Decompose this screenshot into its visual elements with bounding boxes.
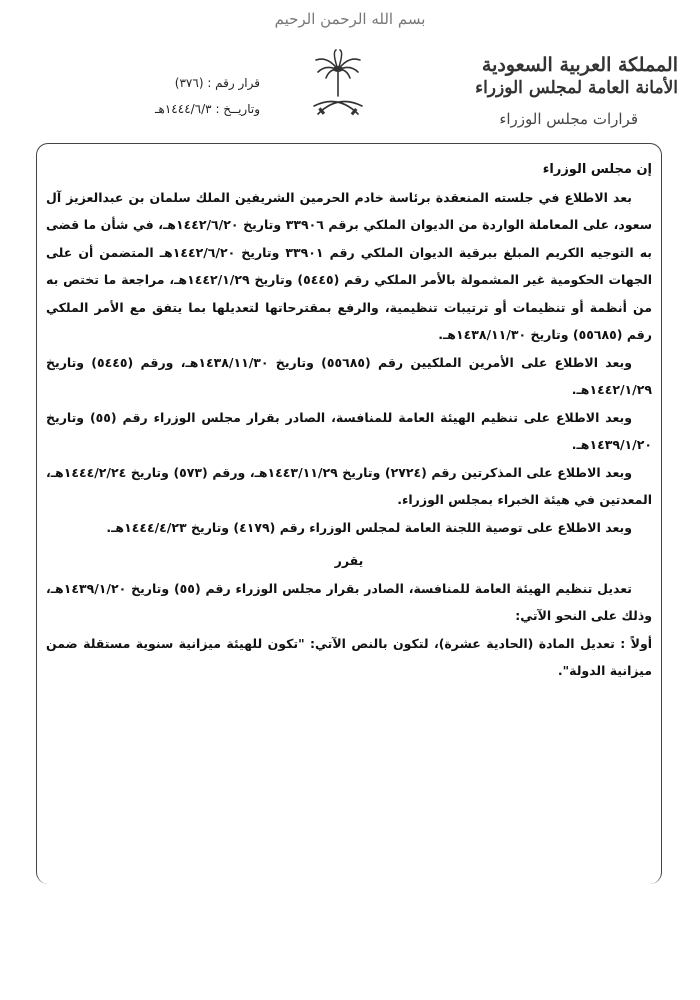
body-title: إن مجلس الوزراء <box>542 162 652 177</box>
decision-date: وتاريــخ : ١٤٤٤/٦/٣هـ <box>155 102 260 116</box>
letterhead <box>463 54 678 130</box>
paragraph-1: بعد الاطلاع في جلسته المنعقدة برئاسة خادم الحرمين الشريفين الملك سلمان بن عبدالعزيز آل سعود، على المعاملة الواردة من الديوان الملكي برقم ٣٣٩٠٦ وتاريخ ١٤٤٢/٦/٢٠هـ، في شأن ما قضى به التوجيه الكريم المبلغ ببرقية الديوان الملكي رقم ٣٣٩٠١ وتاريخ ١٤٤٢/٦/٢٠هـ المتضمن أن على الجهات الحكومية غير المشمولة بالأمر الملكي رقم (٥٤٤٥) وتاريخ ١٤٤٢/١/٢٩هـ، مراجعة ما تختص به من أنظمة أو تنظيمات أو ترتيبات تنظيمية، والرفع بمقترحاتها لتعديلها بما يتفق مع الأمر الملكي رقم (٥٥٦٨٥) وتاريخ ١٤٣٨/١١/٣٠هـ. <box>46 189 653 342</box>
paragraph-2: وبعد الاطلاع على الأمرين الملكيين رقم (٥٥٦٨٥) وتاريخ ١٤٣٨/١١/٣٠هـ، ورقم (٥٤٤٥) وتاريخ ١٤٤٢/١/٢٩هـ. <box>46 354 652 397</box>
palm-swords-emblem-icon <box>308 48 368 118</box>
decision-number: قرار رقم : (٣٧٦) <box>174 76 260 90</box>
paragraph-6: تعديل تنظيم الهيئة العامة للمنافسة، الصادر بقرار مجلس الوزراء رقم (٥٥) وتاريخ ١٤٣٩/١/٢٠هـ، وذلك على النحو الآتي: <box>46 580 652 623</box>
secretariat-name: الأمانة العامة لمجلس الوزراء <box>475 78 678 98</box>
paragraph-7: أولاً : تعديل المادة (الحادية عشرة)، لتكون بالنص الآتي: "تكون للهيئة ميزانية سنوية مستقلة ضمن ميزانية الدولة". <box>46 635 652 678</box>
paragraph-4: وبعد الاطلاع على المذكرتين رقم (٢٧٢٤) وتاريخ ١٤٤٣/١١/٢٩هـ، ورقم (٥٧٣) وتاريخ ١٤٤٤/٢/٢٤هـ، المعدتين في هيئة الخبراء بمجلس الوزراء. <box>46 464 652 507</box>
decision-body <box>46 156 652 685</box>
decision-reference <box>60 70 260 122</box>
kingdom-name: المملكة العربية السعودية <box>481 54 678 76</box>
paragraph-5: وبعد الاطلاع على توصية اللجنة العامة لمجلس الوزراء رقم (٤١٧٩) وتاريخ ١٤٤٤/٤/٢٣هـ. <box>106 519 632 535</box>
paragraph-3: وبعد الاطلاع على تنظيم الهيئة العامة للمنافسة، الصادر بقرار مجلس الوزراء رقم (٥٥) وتاريخ ١٤٣٩/١/٢٠هـ. <box>46 409 652 452</box>
basmala: بسم الله الرحمن الرحيم <box>274 10 426 28</box>
section-name: قرارات مجلس الوزراء <box>499 110 638 128</box>
decides-heading: يقرر <box>334 553 364 568</box>
